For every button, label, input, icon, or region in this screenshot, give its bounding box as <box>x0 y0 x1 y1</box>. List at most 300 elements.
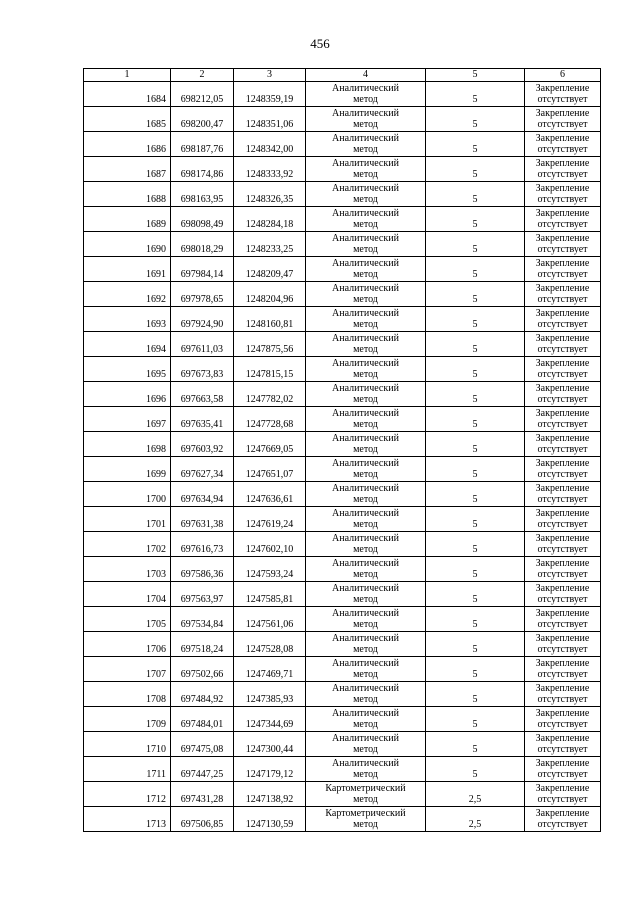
point-number-cell: 1712 <box>84 781 171 806</box>
method-line1: Аналитический <box>332 107 399 119</box>
fixing-cell <box>525 206 601 231</box>
method-line1: Аналитический <box>332 432 399 444</box>
fixing-line2: отсутствует <box>537 394 588 405</box>
fixing-line2: отсутствует <box>537 244 588 255</box>
fixing-line1: Закрепление <box>535 282 590 294</box>
y-coordinate-cell: 1247602,10 <box>234 531 306 556</box>
fixing-cell <box>525 331 601 356</box>
fixing-line2: отсутствует <box>537 419 588 430</box>
method-line1: Аналитический <box>332 357 399 369</box>
column-header: 1 <box>84 69 171 82</box>
x-coordinate-cell: 698018,29 <box>171 231 234 256</box>
accuracy-cell: 5 <box>426 131 525 156</box>
method-line2: метод <box>353 394 378 405</box>
fixing-line2: отсутствует <box>537 269 588 280</box>
y-coordinate-cell: 1248326,35 <box>234 181 306 206</box>
table-row <box>84 331 601 356</box>
table-row <box>84 781 601 806</box>
y-coordinate-cell: 1247138,92 <box>234 781 306 806</box>
fixing-cell <box>525 706 601 731</box>
fixing-cell <box>525 506 601 531</box>
accuracy-cell: 5 <box>426 106 525 131</box>
accuracy-cell: 5 <box>426 731 525 756</box>
x-coordinate-cell: 697978,65 <box>171 281 234 306</box>
fixing-cell <box>525 781 601 806</box>
table-row <box>84 356 601 381</box>
method-cell <box>306 356 426 381</box>
table-row <box>84 281 601 306</box>
x-coordinate-cell: 697534,84 <box>171 606 234 631</box>
point-number-cell: 1690 <box>84 231 171 256</box>
y-coordinate-cell: 1248284,18 <box>234 206 306 231</box>
method-line1: Аналитический <box>332 157 399 169</box>
method-line1: Аналитический <box>332 532 399 544</box>
fixing-line1: Закрепление <box>535 407 590 419</box>
fixing-line1: Закрепление <box>535 182 590 194</box>
column-header: 5 <box>426 69 525 82</box>
method-line2: метод <box>353 644 378 655</box>
method-line2: метод <box>353 419 378 430</box>
column-header: 2 <box>171 69 234 82</box>
fixing-cell <box>525 281 601 306</box>
point-number-cell: 1692 <box>84 281 171 306</box>
y-coordinate-cell: 1247619,24 <box>234 506 306 531</box>
x-coordinate-cell: 697447,25 <box>171 756 234 781</box>
x-coordinate-cell: 697631,38 <box>171 506 234 531</box>
method-line2: метод <box>353 194 378 205</box>
x-coordinate-cell: 698212,05 <box>171 81 234 106</box>
method-line1: Аналитический <box>332 557 399 569</box>
accuracy-cell: 5 <box>426 656 525 681</box>
fixing-line2: отсутствует <box>537 194 588 205</box>
fixing-line1: Закрепление <box>535 782 590 794</box>
fixing-line1: Закрепление <box>535 82 590 94</box>
table-row <box>84 531 601 556</box>
point-number-cell: 1706 <box>84 631 171 656</box>
accuracy-cell: 5 <box>426 331 525 356</box>
method-cell <box>306 206 426 231</box>
fixing-cell <box>525 656 601 681</box>
method-line2: метод <box>353 144 378 155</box>
method-line2: метод <box>353 94 378 105</box>
table-row <box>84 456 601 481</box>
method-cell <box>306 631 426 656</box>
fixing-cell <box>525 231 601 256</box>
fixing-line1: Закрепление <box>535 457 590 469</box>
accuracy-cell: 5 <box>426 556 525 581</box>
fixing-line2: отсутствует <box>537 569 588 580</box>
accuracy-cell: 5 <box>426 581 525 606</box>
method-line2: метод <box>353 569 378 580</box>
x-coordinate-cell: 697431,28 <box>171 781 234 806</box>
accuracy-cell: 5 <box>426 281 525 306</box>
x-coordinate-cell: 697506,85 <box>171 806 234 831</box>
method-line2: метод <box>353 719 378 730</box>
y-coordinate-cell: 1247815,15 <box>234 356 306 381</box>
fixing-line1: Закрепление <box>535 307 590 319</box>
point-number-cell: 1710 <box>84 731 171 756</box>
method-line1: Аналитический <box>332 482 399 494</box>
table-row <box>84 681 601 706</box>
fixing-cell <box>525 381 601 406</box>
method-cell <box>306 481 426 506</box>
x-coordinate-cell: 698187,76 <box>171 131 234 156</box>
fixing-line2: отсутствует <box>537 319 588 330</box>
accuracy-cell: 5 <box>426 81 525 106</box>
fixing-line1: Закрепление <box>535 382 590 394</box>
fixing-line2: отсутствует <box>537 594 588 605</box>
fixing-cell <box>525 556 601 581</box>
point-number-cell: 1700 <box>84 481 171 506</box>
y-coordinate-cell: 1247875,56 <box>234 331 306 356</box>
method-line1: Аналитический <box>332 632 399 644</box>
y-coordinate-cell: 1247344,69 <box>234 706 306 731</box>
method-line2: метод <box>353 519 378 530</box>
point-number-cell: 1693 <box>84 306 171 331</box>
y-coordinate-cell: 1247130,59 <box>234 806 306 831</box>
point-number-cell: 1684 <box>84 81 171 106</box>
fixing-line1: Закрепление <box>535 732 590 744</box>
fixing-cell <box>525 456 601 481</box>
x-coordinate-cell: 697663,58 <box>171 381 234 406</box>
fixing-line1: Закрепление <box>535 332 590 344</box>
table-row <box>84 606 601 631</box>
fixing-line2: отсутствует <box>537 619 588 630</box>
method-line2: метод <box>353 119 378 130</box>
method-line2: метод <box>353 669 378 680</box>
fixing-line2: отсутствует <box>537 94 588 105</box>
y-coordinate-cell: 1247651,07 <box>234 456 306 481</box>
method-cell <box>306 281 426 306</box>
y-coordinate-cell: 1247593,24 <box>234 556 306 581</box>
fixing-cell <box>525 431 601 456</box>
x-coordinate-cell: 697586,36 <box>171 556 234 581</box>
x-coordinate-cell: 697611,03 <box>171 331 234 356</box>
accuracy-cell: 5 <box>426 456 525 481</box>
method-line1: Аналитический <box>332 332 399 344</box>
column-header: 3 <box>234 69 306 82</box>
method-cell <box>306 656 426 681</box>
table-row <box>84 506 601 531</box>
method-line1: Аналитический <box>332 132 399 144</box>
y-coordinate-cell: 1247528,08 <box>234 631 306 656</box>
method-cell <box>306 331 426 356</box>
method-line1: Аналитический <box>332 207 399 219</box>
method-line1: Аналитический <box>332 757 399 769</box>
accuracy-cell: 5 <box>426 531 525 556</box>
x-coordinate-cell: 697484,01 <box>171 706 234 731</box>
method-cell <box>306 456 426 481</box>
method-line1: Аналитический <box>332 182 399 194</box>
method-cell <box>306 681 426 706</box>
fixing-cell <box>525 106 601 131</box>
point-number-cell: 1695 <box>84 356 171 381</box>
fixing-line2: отсутствует <box>537 469 588 480</box>
accuracy-cell: 5 <box>426 306 525 331</box>
method-cell <box>306 731 426 756</box>
x-coordinate-cell: 697518,24 <box>171 631 234 656</box>
fixing-line2: отсутствует <box>537 144 588 155</box>
method-line2: метод <box>353 794 378 805</box>
accuracy-cell: 5 <box>426 356 525 381</box>
point-number-cell: 1707 <box>84 656 171 681</box>
table-row <box>84 431 601 456</box>
point-number-cell: 1699 <box>84 456 171 481</box>
accuracy-cell: 2,5 <box>426 806 525 831</box>
method-line1: Аналитический <box>332 257 399 269</box>
fixing-line1: Закрепление <box>535 632 590 644</box>
method-line1: Аналитический <box>332 232 399 244</box>
accuracy-cell: 5 <box>426 156 525 181</box>
fixing-line2: отсутствует <box>537 669 588 680</box>
y-coordinate-cell: 1248342,00 <box>234 131 306 156</box>
fixing-cell <box>525 681 601 706</box>
y-coordinate-cell: 1248204,96 <box>234 281 306 306</box>
fixing-line2: отсутствует <box>537 819 588 830</box>
method-line1: Аналитический <box>332 732 399 744</box>
method-line2: метод <box>353 169 378 180</box>
point-number-cell: 1701 <box>84 506 171 531</box>
fixing-cell <box>525 156 601 181</box>
fixing-line2: отсутствует <box>537 719 588 730</box>
point-number-cell: 1708 <box>84 681 171 706</box>
method-cell <box>306 256 426 281</box>
fixing-line1: Закрепление <box>535 132 590 144</box>
y-coordinate-cell: 1247585,81 <box>234 581 306 606</box>
method-cell <box>306 106 426 131</box>
fixing-line2: отсутствует <box>537 344 588 355</box>
table-row <box>84 481 601 506</box>
fixing-line1: Закрепление <box>535 607 590 619</box>
fixing-line1: Закрепление <box>535 107 590 119</box>
x-coordinate-cell: 698163,95 <box>171 181 234 206</box>
table-row <box>84 156 601 181</box>
y-coordinate-cell: 1247385,93 <box>234 681 306 706</box>
y-coordinate-cell: 1247728,68 <box>234 406 306 431</box>
fixing-line1: Закрепление <box>535 707 590 719</box>
fixing-line2: отсутствует <box>537 219 588 230</box>
accuracy-cell: 5 <box>426 606 525 631</box>
method-line2: метод <box>353 819 378 830</box>
method-line1: Аналитический <box>332 682 399 694</box>
method-line1: Аналитический <box>332 582 399 594</box>
method-line2: метод <box>353 594 378 605</box>
point-number-cell: 1696 <box>84 381 171 406</box>
table-row <box>84 656 601 681</box>
table-row <box>84 81 601 106</box>
table-row <box>84 256 601 281</box>
method-cell <box>306 556 426 581</box>
column-header: 4 <box>306 69 426 82</box>
fixing-cell <box>525 131 601 156</box>
fixing-line1: Закрепление <box>535 582 590 594</box>
point-number-cell: 1691 <box>84 256 171 281</box>
method-cell <box>306 406 426 431</box>
fixing-line1: Закрепление <box>535 207 590 219</box>
point-number-cell: 1697 <box>84 406 171 431</box>
fixing-line1: Закрепление <box>535 557 590 569</box>
fixing-line2: отсутствует <box>537 519 588 530</box>
y-coordinate-cell: 1248351,06 <box>234 106 306 131</box>
accuracy-cell: 5 <box>426 481 525 506</box>
point-number-cell: 1702 <box>84 531 171 556</box>
fixing-line2: отсутствует <box>537 794 588 805</box>
x-coordinate-cell: 698200,47 <box>171 106 234 131</box>
point-number-cell: 1689 <box>84 206 171 231</box>
x-coordinate-cell: 697484,92 <box>171 681 234 706</box>
table-row <box>84 756 601 781</box>
point-number-cell: 1705 <box>84 606 171 631</box>
x-coordinate-cell: 697603,92 <box>171 431 234 456</box>
accuracy-cell: 5 <box>426 181 525 206</box>
method-line2: метод <box>353 694 378 705</box>
table-row <box>84 556 601 581</box>
method-line2: метод <box>353 369 378 380</box>
y-coordinate-cell: 1247669,05 <box>234 431 306 456</box>
fixing-line2: отсутствует <box>537 744 588 755</box>
table-row <box>84 381 601 406</box>
fixing-cell <box>525 406 601 431</box>
fixing-line2: отсутствует <box>537 169 588 180</box>
method-line1: Аналитический <box>332 607 399 619</box>
table-header-row <box>84 69 601 82</box>
method-line2: метод <box>353 619 378 630</box>
fixing-line1: Закрепление <box>535 657 590 669</box>
fixing-line2: отсутствует <box>537 369 588 380</box>
fixing-line1: Закрепление <box>535 257 590 269</box>
x-coordinate-cell: 698174,86 <box>171 156 234 181</box>
fixing-line1: Закрепление <box>535 482 590 494</box>
x-coordinate-cell: 697563,97 <box>171 581 234 606</box>
table-row <box>84 231 601 256</box>
table-row <box>84 106 601 131</box>
table-row <box>84 131 601 156</box>
fixing-cell <box>525 181 601 206</box>
table-row <box>84 581 601 606</box>
y-coordinate-cell: 1247300,44 <box>234 731 306 756</box>
accuracy-cell: 5 <box>426 681 525 706</box>
fixing-cell <box>525 581 601 606</box>
x-coordinate-cell: 697634,94 <box>171 481 234 506</box>
point-number-cell: 1687 <box>84 156 171 181</box>
method-line1: Аналитический <box>332 407 399 419</box>
fixing-cell <box>525 256 601 281</box>
method-cell <box>306 181 426 206</box>
x-coordinate-cell: 697616,73 <box>171 531 234 556</box>
accuracy-cell: 5 <box>426 406 525 431</box>
method-line2: метод <box>353 444 378 455</box>
x-coordinate-cell: 698098,49 <box>171 206 234 231</box>
table-row <box>84 406 601 431</box>
method-line2: метод <box>353 219 378 230</box>
point-number-cell: 1704 <box>84 581 171 606</box>
method-cell <box>306 581 426 606</box>
fixing-line1: Закрепление <box>535 357 590 369</box>
method-line2: метод <box>353 769 378 780</box>
fixing-line1: Закрепление <box>535 157 590 169</box>
x-coordinate-cell: 697635,41 <box>171 406 234 431</box>
fixing-cell <box>525 806 601 831</box>
fixing-line1: Закрепление <box>535 757 590 769</box>
method-cell <box>306 431 426 456</box>
x-coordinate-cell: 697627,34 <box>171 456 234 481</box>
method-cell <box>306 306 426 331</box>
table-row <box>84 706 601 731</box>
fixing-cell <box>525 631 601 656</box>
method-line2: метод <box>353 494 378 505</box>
table-row <box>84 181 601 206</box>
point-number-cell: 1698 <box>84 431 171 456</box>
method-cell <box>306 506 426 531</box>
fixing-cell <box>525 531 601 556</box>
fixing-cell <box>525 306 601 331</box>
fixing-line2: отсутствует <box>537 119 588 130</box>
method-cell <box>306 756 426 781</box>
method-line2: метод <box>353 319 378 330</box>
method-line2: метод <box>353 269 378 280</box>
y-coordinate-cell: 1247469,71 <box>234 656 306 681</box>
point-number-cell: 1703 <box>84 556 171 581</box>
method-line2: метод <box>353 244 378 255</box>
page-number: 456 <box>310 36 330 51</box>
point-number-cell: 1686 <box>84 131 171 156</box>
accuracy-cell: 5 <box>426 431 525 456</box>
fixing-line1: Закрепление <box>535 507 590 519</box>
accuracy-cell: 5 <box>426 631 525 656</box>
method-line1: Аналитический <box>332 507 399 519</box>
fixing-cell <box>525 481 601 506</box>
point-number-cell: 1688 <box>84 181 171 206</box>
method-cell <box>306 156 426 181</box>
fixing-cell <box>525 81 601 106</box>
method-line2: метод <box>353 469 378 480</box>
table-row <box>84 206 601 231</box>
point-number-cell: 1694 <box>84 331 171 356</box>
accuracy-cell: 5 <box>426 381 525 406</box>
column-header: 6 <box>525 69 601 82</box>
method-line2: метод <box>353 344 378 355</box>
method-line2: метод <box>353 294 378 305</box>
accuracy-cell: 5 <box>426 256 525 281</box>
method-cell <box>306 606 426 631</box>
accuracy-cell: 5 <box>426 231 525 256</box>
fixing-line2: отсутствует <box>537 494 588 505</box>
method-line1: Аналитический <box>332 457 399 469</box>
fixing-line2: отсутствует <box>537 444 588 455</box>
accuracy-cell: 5 <box>426 506 525 531</box>
method-cell <box>306 231 426 256</box>
method-cell <box>306 706 426 731</box>
fixing-cell <box>525 731 601 756</box>
table-row <box>84 306 601 331</box>
method-line2: метод <box>353 744 378 755</box>
method-cell <box>306 81 426 106</box>
method-cell <box>306 381 426 406</box>
accuracy-cell: 5 <box>426 706 525 731</box>
point-number-cell: 1711 <box>84 756 171 781</box>
fixing-line1: Закрепление <box>535 682 590 694</box>
point-number-cell: 1713 <box>84 806 171 831</box>
fixing-line1: Закрепление <box>535 232 590 244</box>
y-coordinate-cell: 1248209,47 <box>234 256 306 281</box>
y-coordinate-cell: 1247782,02 <box>234 381 306 406</box>
method-line1: Картометрический <box>325 807 406 819</box>
fixing-cell <box>525 756 601 781</box>
accuracy-cell: 2,5 <box>426 781 525 806</box>
fixing-cell <box>525 606 601 631</box>
y-coordinate-cell: 1248160,81 <box>234 306 306 331</box>
fixing-line1: Закрепление <box>535 807 590 819</box>
